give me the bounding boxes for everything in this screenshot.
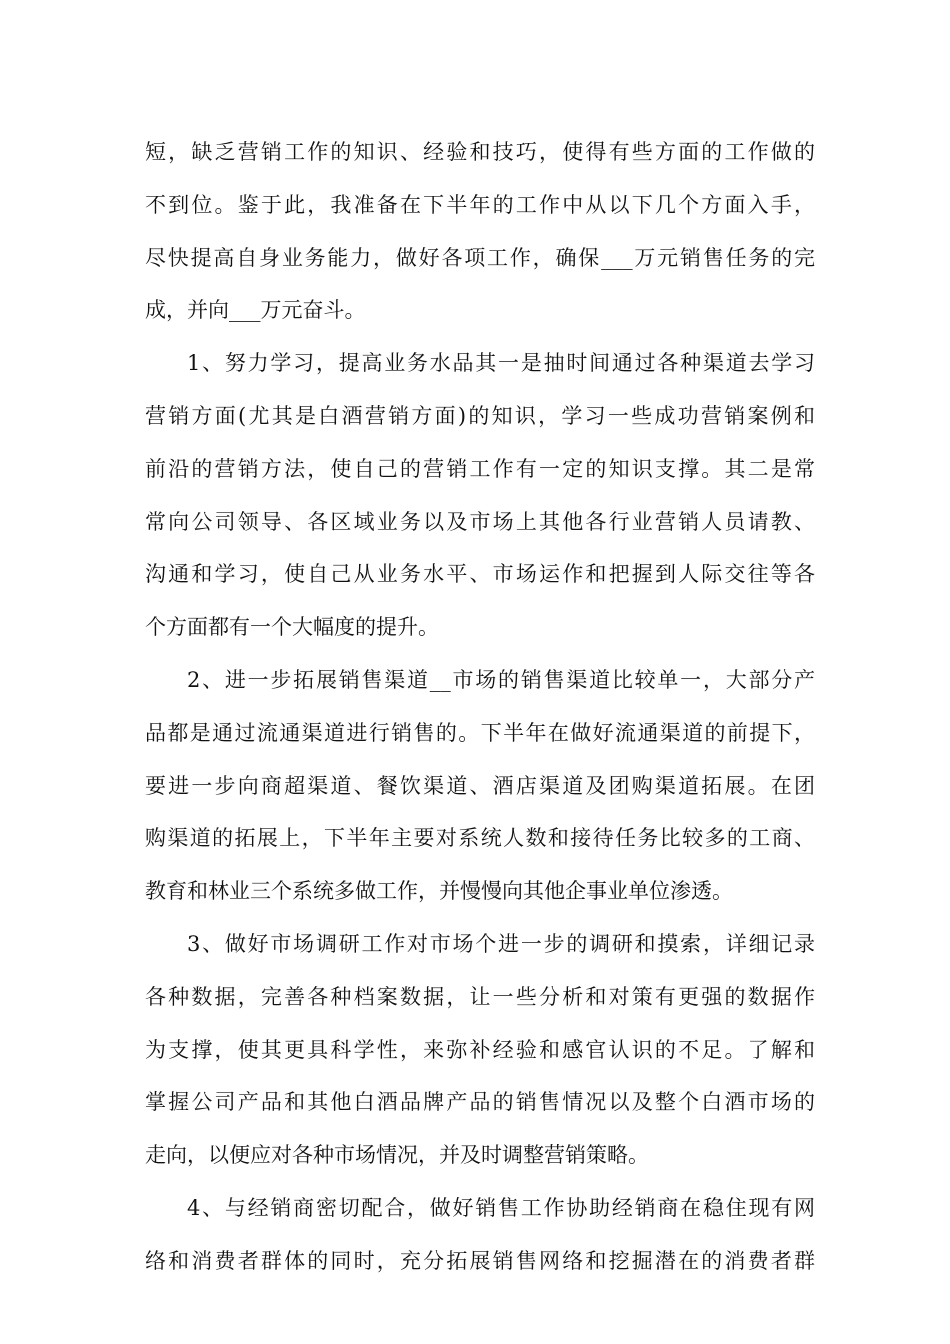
text-line: 4、与经销商密切配合，做好销售工作协助经销商在稳住现有网 (187, 1195, 815, 1220)
paragraph (145, 923, 815, 1187)
text-line: 掌握公司产品和其他白酒品牌产品的销售情况以及整个白酒市场的 (145, 1090, 815, 1115)
text-line: 各种数据，完善各种档案数据，让一些分析和对策有更强的数据作 (145, 984, 815, 1009)
paragraph (145, 659, 815, 923)
text-line: 沟通和学习，使自己从业务水平、市场运作和把握到人际交往等各 (145, 562, 815, 587)
text-line: 教育和林业三个系统多做工作，并慢慢向其他企事业单位渗透。 (145, 879, 733, 904)
text-line: 3、做好市场调研工作对市场个进一步的调研和摸索，详细记录 (187, 931, 815, 956)
text-line: 个方面都有一个大幅度的提升。 (145, 615, 439, 640)
text-line: 前沿的营销方法，使自己的营销工作有一定的知识支撑。其二是常 (145, 456, 815, 481)
text-line: 营销方面(尤其是白酒营销方面)的知识，学习一些成功营销案例和 (145, 403, 815, 428)
text-line: 成，并向___万元奋斗。 (145, 298, 366, 323)
text-line: 为支撑，使其更具科学性，来弥补经验和感官认识的不足。了解和 (145, 1037, 815, 1062)
text-line: 不到位。鉴于此，我准备在下半年的工作中从以下几个方面入手， (145, 192, 815, 217)
paragraph (145, 342, 815, 659)
text-line: 短，缺乏营销工作的知识、经验和技巧，使得有些方面的工作做的 (145, 140, 815, 164)
paragraph (145, 131, 815, 342)
text-line: 常向公司领导、各区域业务以及市场上其他各行业营销人员请教、 (145, 509, 815, 534)
text-line: 品都是通过流通渠道进行销售的。下半年在做好流通渠道的前提下， (145, 720, 815, 745)
text-line: 走向，以便应对各种市场情况，并及时调整营销策略。 (145, 1143, 649, 1168)
text-line: 要进一步向商超渠道、餐饮渠道、酒店渠道及团购渠道拓展。在团 (145, 773, 815, 798)
text-line: 尽快提高自身业务能力，做好各项工作，确保___万元销售任务的完 (145, 245, 815, 270)
paragraph (145, 1187, 815, 1293)
text-line: 购渠道的拓展上，下半年主要对系统人数和接待任务比较多的工商、 (145, 826, 815, 851)
text-line: 1、努力学习，提高业务水品其一是抽时间通过各种渠道去学习 (187, 351, 815, 376)
text-line: 络和消费者群体的同时，充分拓展销售网络和挖掘潜在的消费者群 (145, 1248, 815, 1273)
text-line: 2、进一步拓展销售渠道__市场的销售渠道比较单一，大部分产 (187, 667, 815, 692)
document-body (145, 131, 815, 1293)
